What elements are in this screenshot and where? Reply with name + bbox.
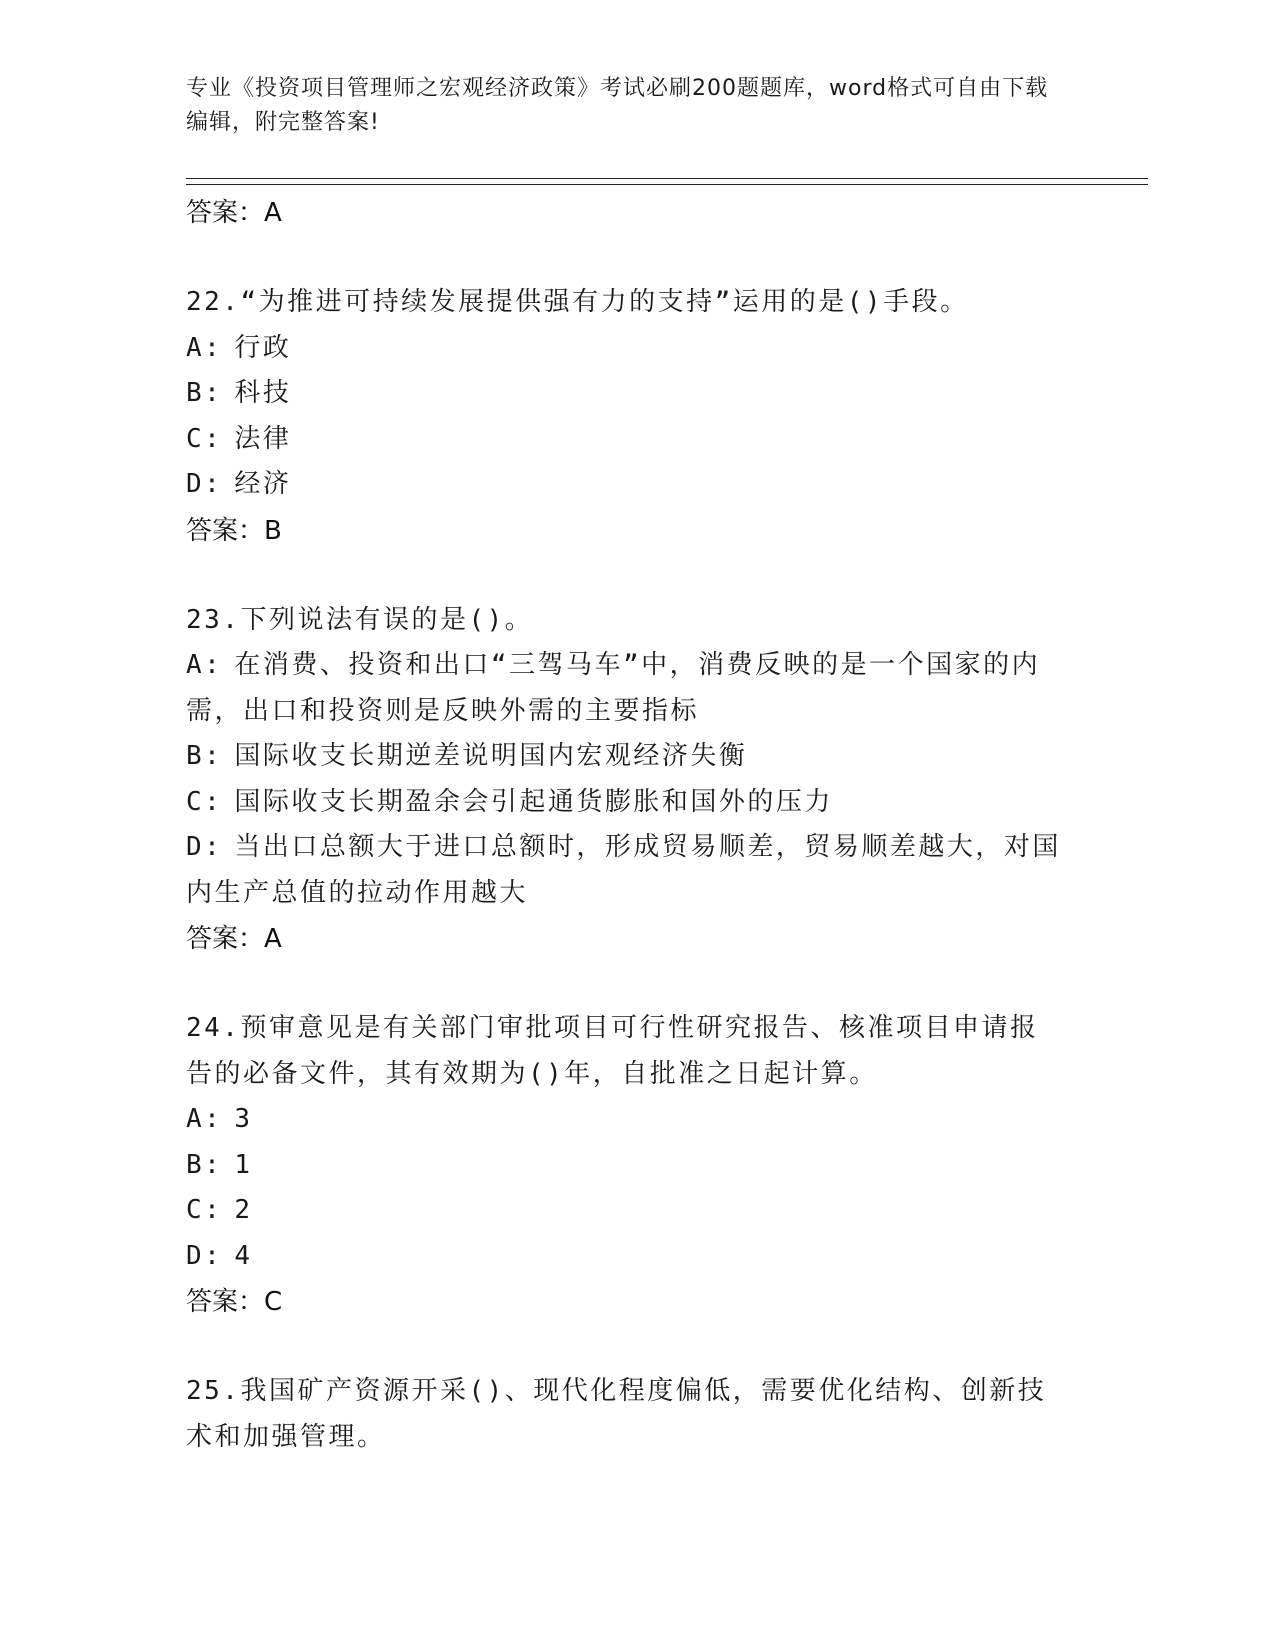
option-text: 国际收支长期逆差说明国内宏观经济失衡 — [234, 741, 748, 771]
header-rule-top — [186, 178, 1148, 179]
option-item — [186, 1188, 1066, 1234]
option-item — [186, 371, 1066, 417]
option-text: 经济 — [234, 469, 292, 499]
answer-value: A — [264, 198, 282, 228]
answer-line — [186, 916, 1086, 962]
answer-label: 答案： — [186, 198, 265, 228]
question-text — [186, 280, 1066, 326]
question-list — [186, 190, 1086, 1460]
question-number: 23. — [186, 604, 241, 635]
block-gap — [186, 1325, 1086, 1369]
answer-value: B — [264, 515, 282, 546]
option-item — [186, 1097, 1066, 1143]
option-key: B: — [186, 741, 223, 771]
question-text — [186, 598, 1066, 644]
question-number: 24. — [186, 1013, 241, 1043]
option-key: A: — [186, 1104, 223, 1134]
option-item — [186, 417, 1066, 463]
option-text: 法律 — [234, 423, 292, 454]
header-rule-bottom — [186, 184, 1148, 185]
option-item — [186, 825, 1066, 916]
answer-line — [186, 1279, 1086, 1325]
question-body: 预审意见是有关部门审批项目可行性研究报告、核准项目申请报告的必备文件，其有效期为()年，自批准之日起计算。 — [186, 1013, 1039, 1089]
question-block — [186, 1369, 1086, 1460]
question-block — [186, 280, 1086, 554]
option-key: C: — [186, 423, 223, 454]
question-body: 下列说法有误的是()。 — [240, 604, 534, 635]
question-body: “为推进可持续发展提供强有力的支持”运用的是()手段。 — [240, 287, 969, 317]
block-gap — [186, 962, 1086, 1006]
answer-label: 答案： — [186, 515, 265, 546]
answer-label: 答案： — [186, 924, 265, 954]
question-text — [186, 1369, 1066, 1460]
option-text: 3 — [234, 1104, 253, 1134]
answer-value: C — [264, 1287, 283, 1317]
option-text: 当出口总额大于进口总额时，形成贸易顺差，贸易顺差越大，对国内生产总值的拉动作用越大 — [186, 832, 1061, 908]
option-text: 1 — [234, 1149, 253, 1180]
question-text — [186, 1006, 1066, 1097]
page-header: 专业《投资项目管理师之宏观经济政策》考试必刷200题题库，word格式可自由下载编辑，附完整答案! — [186, 76, 1049, 135]
option-text: 4 — [234, 1240, 253, 1271]
option-text: 科技 — [234, 378, 292, 408]
question-number: 25. — [186, 1376, 241, 1406]
answer-label: 答案： — [186, 1287, 265, 1317]
option-text: 国际收支长期盈余会引起通货膨胀和国外的压力 — [234, 786, 833, 817]
option-item — [186, 734, 1066, 780]
question-body: 我国矿产资源开采()、现代化程度偏低，需要优化结构、创新技术和加强管理。 — [186, 1376, 1047, 1452]
option-item — [186, 1143, 1066, 1189]
option-item — [186, 326, 1066, 372]
block-gap — [186, 236, 1086, 280]
block-gap — [186, 554, 1086, 598]
answer-line — [186, 508, 1086, 554]
option-key: A: — [186, 650, 223, 680]
option-item — [186, 462, 1066, 508]
option-key: B: — [186, 378, 223, 408]
option-key: D: — [186, 469, 223, 499]
answer-line — [186, 190, 1086, 236]
question-block — [186, 1006, 1086, 1325]
question-block — [186, 598, 1086, 963]
answer-value: A — [264, 924, 282, 954]
option-text: 在消费、投资和出口“三驾马车”中，消费反映的是一个国家的内需，出口和投资则是反映外需的主要指标 — [186, 650, 1041, 726]
option-text: 2 — [234, 1195, 253, 1225]
question-number: 22. — [186, 287, 241, 317]
option-item — [186, 780, 1066, 826]
option-item — [186, 1234, 1066, 1280]
option-key: C: — [186, 786, 223, 817]
option-text: 行政 — [234, 332, 292, 363]
option-key: B: — [186, 1149, 223, 1180]
option-key: C: — [186, 1195, 223, 1225]
option-item — [186, 643, 1066, 734]
option-key: D: — [186, 832, 223, 862]
option-key: A: — [186, 332, 223, 363]
option-key: D: — [186, 1240, 223, 1271]
